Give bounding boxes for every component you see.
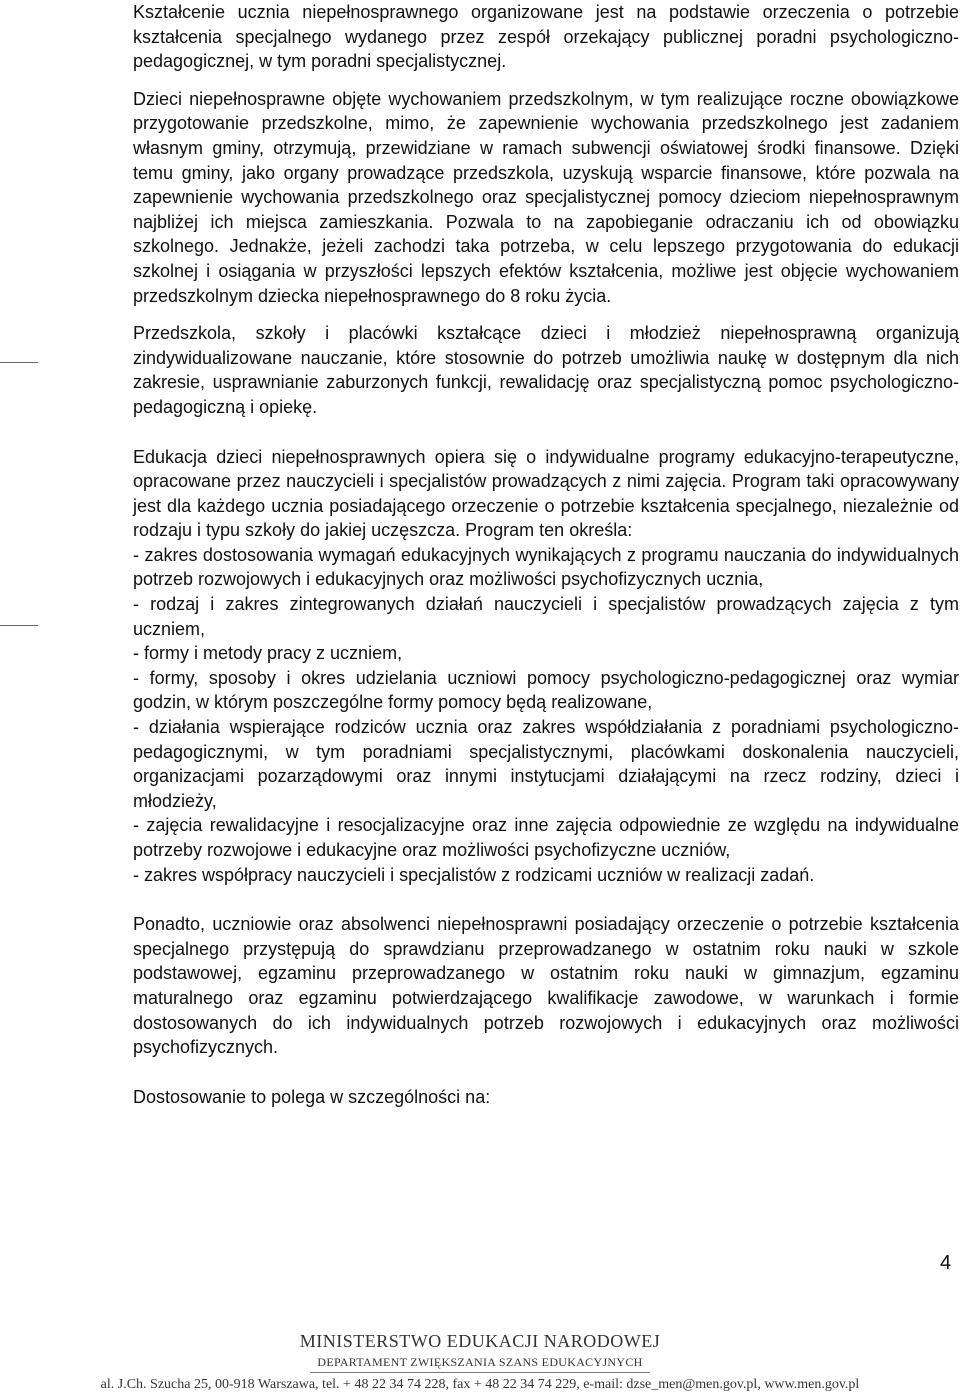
paragraph-preschool: Dzieci niepełnosprawne objęte wychowaniem przedszkolnym, w tym realizujące roczne obowiązkowe przygotowanie przedszkolne, mimo, że zapewnienie wychowania przedszkolnego jest zadaniem własnym gminy, otrzymują, przewidziane w ramach subwencji oświatowej środki finansowe. Dzięki temu gminy, jako organy prowadzące przedszkola, uzyskują wsparcie finansowe, które pozwala na zapewnienie wychowania przedszkolnego oraz specjalistycznej pomocy dzieciom niepełnosprawnym najbliżej ich miejsca zamieszkania. Pozwala to na zapobieganie odraczaniu ich od obowiązku szkolnego. Jednakże, jeżeli zachodzi taka potrzeba, w celu lepszego przygotowania do edukacji szkolnej i osiągania w przyszłości lepszych efektów kształcenia, możliwe jest objęcie wychowaniem przedszkolnym dziecka niepełnosprawnego do 8 roku życia. [133, 88, 959, 306]
document-body [133, 0, 959, 1109]
margin-mark-upper [0, 362, 38, 363]
paragraph-individualized-teaching: Przedszkola, szkoły i placówki kształcące dzieci i młodzież niepełnosprawną organizują zindywidualizowane nauczanie, które stosownie do potrzeb umożliwia naukę w dostępnym dla nich zakresie, usprawnianie zaburzonych funkcji, rewalidację oraz specjalistyczną pomoc psychologiczno-pedagogiczną i opiekę. [133, 323, 959, 417]
program-scope-list [133, 543, 959, 887]
paragraph-individual-programs: Edukacja dzieci niepełnosprawnych opiera się o indywidualne programy edukacyjno-terapeutyczne, opracowane przez nauczycieli i specjalistów prowadzących z nimi zajęcia. Program taki opracowywany jest dla każdego ucznia posiadającego orzeczenie o potrzebie kształcenia specjalnego, niezależnie od rodzaju i typu szkoły do jakiej uczęszcza. Program ten określa: [133, 446, 959, 541]
paragraph-assessment: Kształcenie ucznia niepełnosprawnego organizowane jest na podstawie orzeczenia o potrzebie kształcenia specjalnego wydanego przez zespół orzekający publicznej poradni psychologiczno-pedagogicznej, w tym poradni specjalistycznej. [133, 2, 959, 72]
paragraph-exams: Ponadto, uczniowie oraz absolwenci niepełnosprawni posiadający orzeczenie o potrzebie kształcenia specjalnego przystępują do sprawdzianu przeprowadzanego w ostatnim roku nauki w szkole podstawowej, egzaminu przeprowadzanego w ostatnim roku nauki w gimnazjum, egzaminu maturalnego oraz egzaminu potwierdzającego kwalifikacje zawodowe, w warunkach i formie dostosowanych do ich indywidualnych potrzeb rozwojowych i edukacyjnych oraz możliwości psychofizycznych. [133, 914, 959, 1058]
page-footer [0, 1330, 960, 1394]
footer-divider [310, 1372, 650, 1373]
list-item: - działania wspierające rodziców ucznia oraz zakres współdziałania z poradniami psychologiczno-pedagogicznymi, w tym poradniami specjalistycznymi, placówkami doskonalenia nauczycieli, organizacjami pozarządowymi oraz innymi instytucjami działającymi na rzecz rodziny, dzieci i młodzieży, [133, 717, 959, 811]
list-item: - zajęcia rewalidacyjne i resocjalizacyjne oraz inne zajęcia odpowiednie ze względu na indywidualne potrzeby rozwojowe i edukacyjne oraz możliwości psychofizyczne uczniów, [133, 815, 959, 860]
list-item: - formy i metody pracy z uczniem, [133, 643, 403, 664]
list-item: - formy, sposoby i okres udzielania uczniowi pomocy psychologiczno-pedagogicznej oraz wymiar godzin, w którym poszczególne formy pomocy będą realizowane, [133, 667, 959, 713]
list-item: - zakres dostosowania wymagań edukacyjnych wynikających z programu nauczania do indywidualnych potrzeb rozwojowych i edukacyjnych oraz możliwości psychofizycznych ucznia, [133, 544, 959, 590]
footer-department-name: DEPARTAMENT ZWIĘKSZANIA SZANS EDUKACYJNYCH [317, 1355, 643, 1369]
list-item: - zakres współpracy nauczycieli i specjalistów z rodzicami uczniów w realizacji zadań. [133, 864, 815, 885]
footer-ministry-name: MINISTERSTWO EDUKACJI NARODOWEJ [299, 1331, 661, 1351]
margin-mark-lower [0, 625, 38, 626]
footer-address: al. J.Ch. Szucha 25, 00-918 Warszawa, tel. + 48 22 34 74 228, fax + 48 22 34 74 229, e-mail: dzse_men@men.gov.pl, www.men.gov.pl [100, 1377, 860, 1392]
paragraph-adjustment: Dostosowanie to polega w szczególności na: [133, 1086, 491, 1107]
list-item: - rodzaj i zakres zintegrowanych działań nauczycieli i specjalistów prowadzących zajęcia z tym uczniem, [133, 594, 959, 639]
page-number: 4 [940, 1252, 952, 1274]
